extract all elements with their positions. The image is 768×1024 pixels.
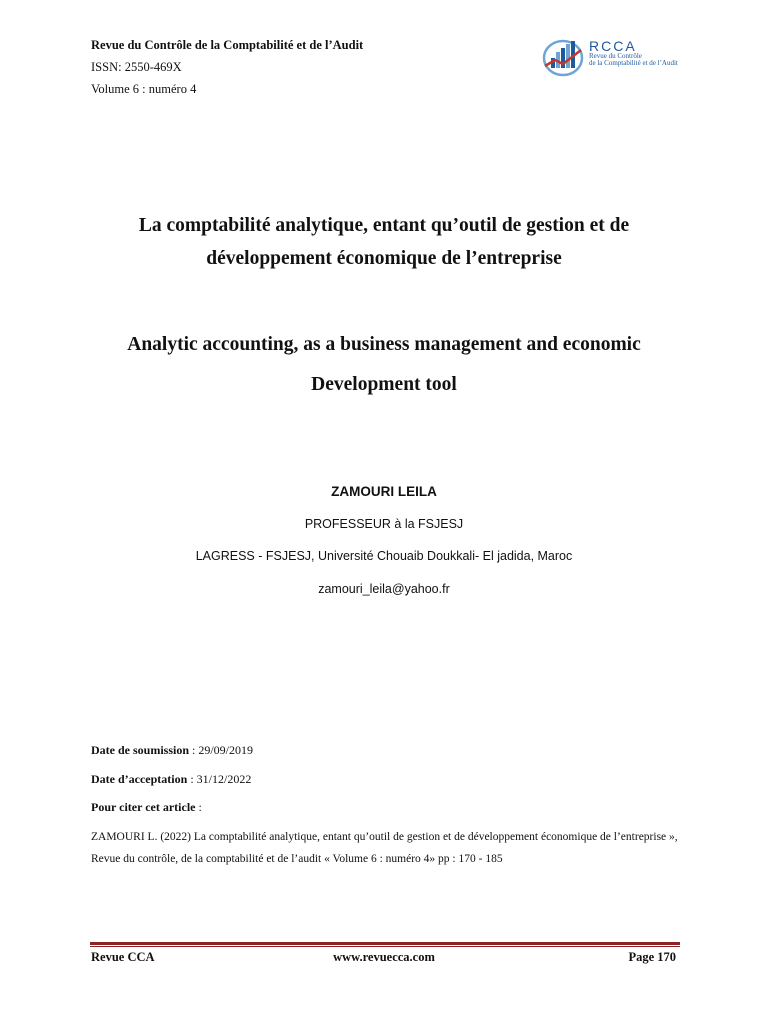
footer-website[interactable]: www.revuecca.com [333, 950, 435, 964]
cite-suffix: : [195, 800, 202, 814]
logo-subtitle-2: de la Comptabilité et de l’Audit [589, 59, 678, 67]
author-email[interactable]: zamouri_leila@yahoo.fr [318, 582, 450, 596]
rcca-logo-icon [541, 36, 587, 78]
submission-label: Date de soumission [91, 743, 190, 757]
title-french-line-2: développement économique de l’entreprise [206, 248, 562, 269]
author-name: ZAMOURI LEILA [331, 484, 437, 499]
title-french [60, 209, 708, 275]
logo-acronym: RCCA [589, 38, 637, 54]
cite-heading [91, 800, 202, 815]
citation-text: ZAMOURI L. (2022) La comptabilité analytique, entant qu’outil de gestion et de développement économique de l’entreprise », Revue du contrôle, de la comptabilité et de l’audit « Volume 6 : numéro 4» pp : 170 - 185 [91, 831, 678, 865]
cite-label: Pour citer cet article [91, 800, 196, 814]
acceptance-label: Date d’acceptation [91, 772, 188, 786]
author-affiliation: LAGRESS - FSJESJ, Université Chouaib Doukkali- El jadida, Maroc [195, 549, 573, 563]
rcca-logo [541, 36, 701, 78]
title-english [60, 325, 708, 405]
title-french-line-1: La comptabilité analytique, entant qu’outil de gestion et de [138, 215, 630, 236]
footer-journal: Revue CCA [91, 950, 155, 964]
acceptance-date [91, 772, 251, 787]
footer-page-number: Page 170 [628, 950, 676, 964]
issn: ISSN: 2550-469X [91, 60, 182, 74]
footer-rule-thick [90, 942, 680, 945]
acceptance-value: : 31/12/2022 [187, 772, 252, 786]
volume-number: Volume 6 : numéro 4 [91, 82, 197, 96]
submission-date [91, 743, 253, 758]
submission-value: : 29/09/2019 [189, 743, 254, 757]
logo-subtitle-1: Revue du Contrôle [589, 52, 642, 60]
footer-rule-thin [90, 946, 680, 947]
logo-text [589, 39, 678, 67]
journal-name: Revue du Contrôle de la Comptabilité et de l’Audit [91, 38, 364, 52]
author-position: PROFESSEUR à la FSJESJ [304, 517, 464, 531]
title-english-line-1: Analytic accounting, as a business management and economic [127, 334, 641, 355]
journal-header [91, 34, 363, 100]
title-english-line-2: Development tool [311, 374, 457, 395]
